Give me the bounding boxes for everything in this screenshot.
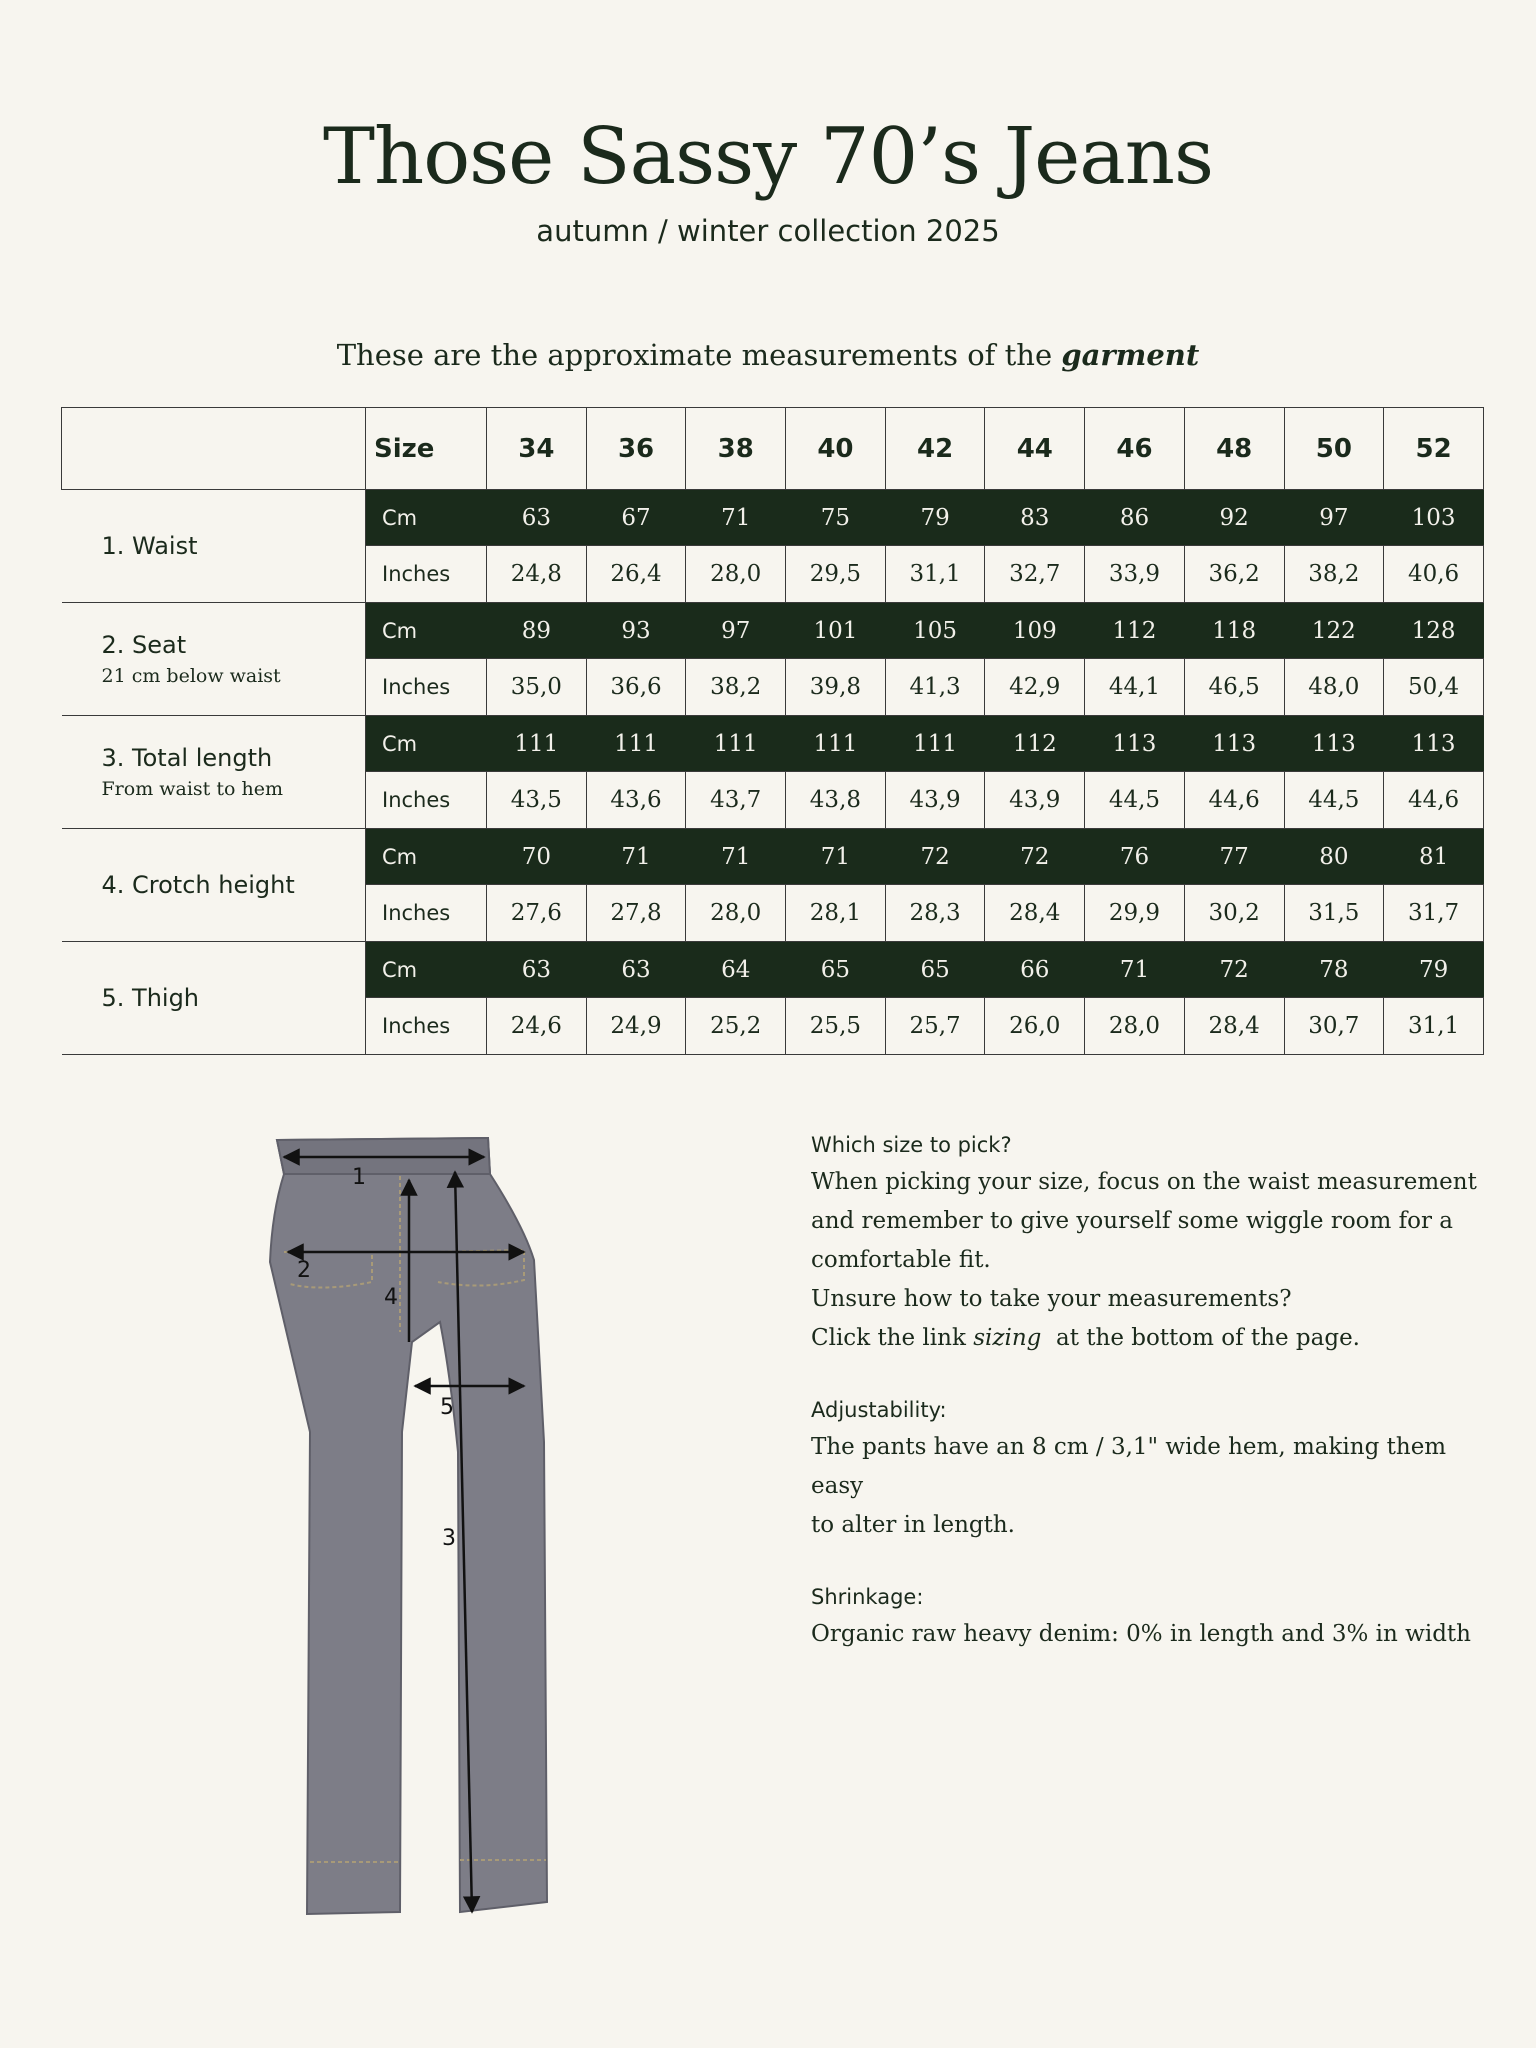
inch-value: 26,4 xyxy=(586,546,686,603)
inch-value: 38,2 xyxy=(1284,546,1384,603)
inch-value: 28,1 xyxy=(786,885,886,942)
inch-value: 33,9 xyxy=(1085,546,1185,603)
cm-value: 128 xyxy=(1384,603,1484,659)
adjust-line-2: to alter in length. xyxy=(811,1512,1015,1538)
size-header-cell: 44 xyxy=(985,408,1085,490)
measure-row-cm xyxy=(62,942,1484,998)
inch-value: 30,7 xyxy=(1284,998,1384,1055)
size-line-2: and remember to give yourself some wiggle room for a xyxy=(811,1208,1454,1234)
cm-value: 66 xyxy=(985,942,1085,998)
diagram-label-4: 4 xyxy=(384,1285,398,1310)
diagram-label-2: 2 xyxy=(297,1258,311,1283)
cm-value: 113 xyxy=(1384,716,1484,772)
unit-cm: Cm xyxy=(366,603,487,659)
inch-value: 41,3 xyxy=(885,659,985,716)
diagram-label-3: 3 xyxy=(442,1526,456,1551)
cm-value: 63 xyxy=(586,942,686,998)
size-header-cell: 40 xyxy=(786,408,886,490)
shrink-heading: Shrinkage: xyxy=(811,1585,924,1609)
measure-label xyxy=(62,942,366,1055)
inch-value: 44,6 xyxy=(1184,772,1284,829)
size-header-label: Size xyxy=(366,408,487,490)
cm-value: 72 xyxy=(1184,942,1284,998)
size-header-row xyxy=(62,408,1484,490)
inch-value: 40,6 xyxy=(1384,546,1484,603)
inch-value: 25,2 xyxy=(686,998,786,1055)
measure-name: 3. Total length xyxy=(101,744,273,772)
cm-value: 75 xyxy=(786,490,886,546)
cm-value: 70 xyxy=(487,829,587,885)
measure-note: 21 cm below waist xyxy=(101,665,281,687)
page-subtitle: autumn / winter collection 2025 xyxy=(536,214,1000,248)
inch-value: 27,8 xyxy=(586,885,686,942)
inch-value: 39,8 xyxy=(786,659,886,716)
cm-value: 76 xyxy=(1085,829,1185,885)
cm-value: 101 xyxy=(786,603,886,659)
inch-value: 36,2 xyxy=(1184,546,1284,603)
cm-value: 97 xyxy=(1284,490,1384,546)
cm-value: 65 xyxy=(786,942,886,998)
cm-value: 111 xyxy=(885,716,985,772)
diagram-label-5: 5 xyxy=(440,1395,454,1420)
inch-value: 38,2 xyxy=(686,659,786,716)
unit-cm: Cm xyxy=(366,942,487,998)
cm-value: 65 xyxy=(885,942,985,998)
cm-value: 71 xyxy=(786,829,886,885)
cm-value: 64 xyxy=(686,942,786,998)
size-line-1: When picking your size, focus on the waist measurement xyxy=(811,1169,1477,1195)
inch-value: 35,0 xyxy=(487,659,587,716)
inch-value: 25,7 xyxy=(885,998,985,1055)
adjust-line-1: The pants have an 8 cm / 3,1" wide hem, making them easy xyxy=(811,1434,1447,1499)
unit-inches: Inches xyxy=(366,885,487,942)
inch-value: 48,0 xyxy=(1284,659,1384,716)
inch-value: 26,0 xyxy=(985,998,1085,1055)
unit-inches: Inches xyxy=(366,772,487,829)
inch-value: 44,5 xyxy=(1284,772,1384,829)
measure-row-cm xyxy=(62,716,1484,772)
diagram-label-1: 1 xyxy=(352,1165,366,1190)
inch-value: 24,8 xyxy=(487,546,587,603)
cm-value: 103 xyxy=(1384,490,1484,546)
unit-inches: Inches xyxy=(366,659,487,716)
cm-value: 81 xyxy=(1384,829,1484,885)
cm-value: 113 xyxy=(1085,716,1185,772)
size-heading: Which size to pick? xyxy=(811,1133,1012,1157)
inch-value: 31,5 xyxy=(1284,885,1384,942)
cm-value: 86 xyxy=(1085,490,1185,546)
inch-value: 30,2 xyxy=(1184,885,1284,942)
inch-value: 44,6 xyxy=(1384,772,1484,829)
inch-value: 29,5 xyxy=(786,546,886,603)
measure-label xyxy=(62,490,366,603)
inch-value: 28,0 xyxy=(686,546,786,603)
cm-value: 83 xyxy=(985,490,1085,546)
size-line-4: Unsure how to take your measurements? xyxy=(811,1286,1292,1312)
inch-value: 42,9 xyxy=(985,659,1085,716)
cm-value: 78 xyxy=(1284,942,1384,998)
measure-note: From waist to hem xyxy=(101,778,283,800)
size-header-cell: 50 xyxy=(1284,408,1384,490)
inch-value: 44,5 xyxy=(1085,772,1185,829)
inch-value: 28,4 xyxy=(1184,998,1284,1055)
cm-value: 63 xyxy=(487,942,587,998)
inch-value: 27,6 xyxy=(487,885,587,942)
measure-name: 4. Crotch height xyxy=(101,871,295,899)
cm-value: 89 xyxy=(487,603,587,659)
cm-value: 118 xyxy=(1184,603,1284,659)
inch-value: 25,5 xyxy=(786,998,886,1055)
cm-value: 97 xyxy=(686,603,786,659)
size-info xyxy=(811,1133,1491,1654)
inch-value: 43,6 xyxy=(586,772,686,829)
page-title: Those Sassy 70’s Jeans xyxy=(322,112,1214,202)
cm-value: 93 xyxy=(586,603,686,659)
size-header-cell: 42 xyxy=(885,408,985,490)
inch-value: 24,6 xyxy=(487,998,587,1055)
cm-value: 109 xyxy=(985,603,1085,659)
cm-value: 112 xyxy=(1085,603,1185,659)
unit-cm: Cm xyxy=(366,829,487,885)
size-header-cell: 46 xyxy=(1085,408,1185,490)
cm-value: 71 xyxy=(686,490,786,546)
sizing-link[interactable]: sizing xyxy=(973,1325,1042,1351)
inch-value: 31,7 xyxy=(1384,885,1484,942)
size-header-cell: 34 xyxy=(487,408,587,490)
cm-value: 113 xyxy=(1184,716,1284,772)
cm-value: 71 xyxy=(686,829,786,885)
measure-row-cm xyxy=(62,490,1484,546)
inch-value: 32,7 xyxy=(985,546,1085,603)
measure-row-cm xyxy=(62,829,1484,885)
inch-value: 43,9 xyxy=(985,772,1085,829)
cm-value: 111 xyxy=(487,716,587,772)
intro-emphasis: garment xyxy=(1061,338,1200,372)
measure-label xyxy=(62,603,366,716)
size-line-5-suffix: at the bottom of the page. xyxy=(1041,1325,1360,1351)
cm-value: 63 xyxy=(487,490,587,546)
cm-value: 92 xyxy=(1184,490,1284,546)
size-line-5-prefix: Click the link xyxy=(811,1325,974,1351)
cm-value: 79 xyxy=(885,490,985,546)
shrink-line-1: Organic raw heavy denim: 0% in length and 3% in width xyxy=(811,1621,1471,1647)
size-header-cell: 52 xyxy=(1384,408,1484,490)
unit-cm: Cm xyxy=(366,716,487,772)
unit-cm: Cm xyxy=(366,490,487,546)
header-blank xyxy=(62,408,366,490)
size-line-5 xyxy=(811,1319,1491,1358)
cm-value: 111 xyxy=(586,716,686,772)
measure-name: 1. Waist xyxy=(101,532,198,560)
unit-inches: Inches xyxy=(366,998,487,1055)
cm-value: 72 xyxy=(985,829,1085,885)
cm-value: 111 xyxy=(786,716,886,772)
cm-value: 79 xyxy=(1384,942,1484,998)
unit-inches: Inches xyxy=(366,546,487,603)
pants-measurement-diagram xyxy=(262,1132,552,1922)
inch-value: 28,0 xyxy=(686,885,786,942)
cm-value: 71 xyxy=(586,829,686,885)
size-header-cell: 36 xyxy=(586,408,686,490)
cm-value: 67 xyxy=(586,490,686,546)
inch-value: 43,7 xyxy=(686,772,786,829)
inch-value: 29,9 xyxy=(1085,885,1185,942)
cm-value: 105 xyxy=(885,603,985,659)
size-line-3: comfortable fit. xyxy=(811,1247,991,1273)
inch-value: 43,9 xyxy=(885,772,985,829)
cm-value: 113 xyxy=(1284,716,1384,772)
inch-value: 36,6 xyxy=(586,659,686,716)
inch-value: 50,4 xyxy=(1384,659,1484,716)
size-header-cell: 38 xyxy=(686,408,786,490)
inch-value: 31,1 xyxy=(885,546,985,603)
inch-value: 31,1 xyxy=(1384,998,1484,1055)
inch-value: 24,9 xyxy=(586,998,686,1055)
measure-row-cm xyxy=(62,603,1484,659)
measure-name: 2. Seat xyxy=(101,631,187,659)
inch-value: 43,8 xyxy=(786,772,886,829)
cm-value: 122 xyxy=(1284,603,1384,659)
inch-value: 28,0 xyxy=(1085,998,1185,1055)
inch-value: 43,5 xyxy=(487,772,587,829)
cm-value: 72 xyxy=(885,829,985,885)
measure-label xyxy=(62,716,366,829)
inch-value: 28,4 xyxy=(985,885,1085,942)
cm-value: 80 xyxy=(1284,829,1384,885)
size-chart-table xyxy=(61,407,1484,1055)
inch-value: 46,5 xyxy=(1184,659,1284,716)
inch-value: 28,3 xyxy=(885,885,985,942)
cm-value: 77 xyxy=(1184,829,1284,885)
cm-value: 111 xyxy=(686,716,786,772)
cm-value: 112 xyxy=(985,716,1085,772)
intro-prefix: These are the approximate measurements of the xyxy=(336,338,1062,372)
measure-label xyxy=(62,829,366,942)
measure-name: 5. Thigh xyxy=(101,984,200,1012)
adjust-heading: Adjustability: xyxy=(811,1398,947,1422)
intro-text xyxy=(0,338,1536,372)
cm-value: 71 xyxy=(1085,942,1185,998)
inch-value: 44,1 xyxy=(1085,659,1185,716)
size-header-cell: 48 xyxy=(1184,408,1284,490)
